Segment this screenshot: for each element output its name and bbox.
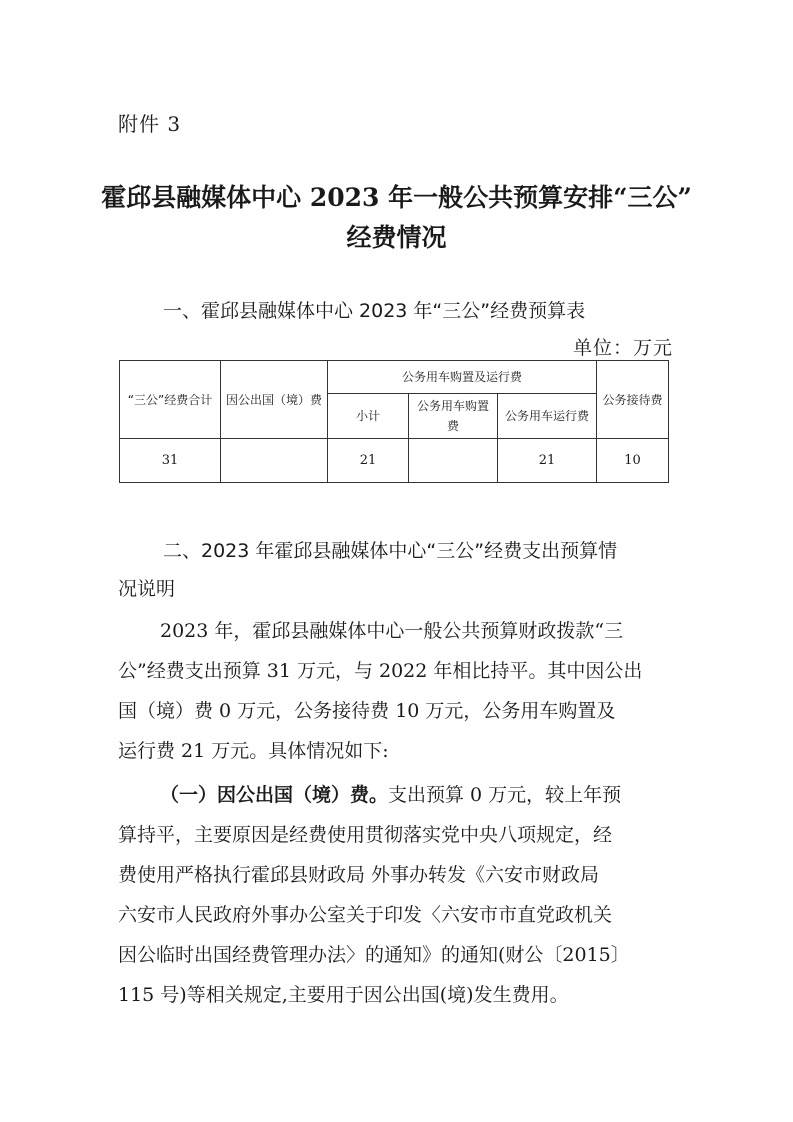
unit-label: 单位：万元 (572, 337, 673, 359)
document-title-line2: 经费情况 (346, 223, 447, 252)
summary-line: 公”经费支出预算 31 万元，与 2022 年相比持平。其中因公出 (118, 660, 643, 682)
section2-heading-line1: 二、2023 年霍邱县融媒体中心“三公”经费支出预算情 (163, 540, 618, 562)
header-operation: 公务用车运行费 (498, 394, 597, 439)
budget-table (119, 360, 669, 483)
section1-heading: 一、霍邱县融媒体中心 2023 年“三公”经费预算表 (163, 300, 586, 322)
cell-abroad (221, 439, 328, 483)
cell-total: 31 (120, 439, 221, 483)
cell-operation: 21 (498, 439, 597, 483)
summary-line: 2023 年，霍邱县融媒体中心一般公共预算财政拨款“三 (160, 620, 624, 642)
summary-line: 运行费 21 万元。具体情况如下: (118, 740, 389, 762)
document-title-line1: 霍邱县融媒体中心 2023 年一般公共预算安排“三公” (101, 183, 692, 212)
header-vehicle-group: 公务用车购置及运行费 (328, 361, 597, 394)
table-row (120, 439, 669, 483)
abroad-bold-lead: （一）因公出国（境）费。 (160, 784, 389, 806)
cell-subtotal: 21 (328, 439, 409, 483)
cell-reception: 10 (597, 439, 669, 483)
header-total: “三公”经费合计 (120, 361, 221, 439)
section2-heading-line2: 况说明 (118, 578, 176, 600)
header-reception: 公务接待费 (597, 361, 669, 439)
abroad-line: 115 号)等相关规定,主要用于因公出国(境)发生费用。 (118, 984, 569, 1006)
abroad-line: 因公临时出国经费管理办法〉的通知》的通知(财公〔2015〕 (118, 944, 630, 966)
summary-line: 国（境）费 0 万元，公务接待费 10 万元，公务用车购置及 (118, 700, 616, 722)
abroad-line: 算持平，主要原因是经费使用贯彻落实党中央八项规定，经 (118, 824, 613, 846)
cell-purchase (409, 439, 498, 483)
abroad-line (118, 775, 680, 815)
header-purchase: 公务用车购置费 (409, 394, 498, 439)
abroad-line: 费使用严格执行霍邱县财政局 外事办转发《六安市财政局 (118, 864, 600, 886)
attachment-label: 附件 3 (118, 112, 182, 136)
abroad-line: 六安市人民政府外事办公室关于印发〈六安市市直党政机关 (118, 904, 613, 926)
paragraph-summary (118, 611, 680, 771)
section2-heading (118, 532, 678, 608)
header-abroad: 因公出国（境）费 (221, 361, 328, 439)
header-subtotal: 小计 (328, 394, 409, 439)
paragraph-abroad-expense (118, 775, 680, 1015)
abroad-line-rest: 支出预算 0 万元，较上年预 (388, 784, 622, 806)
table-header-row (120, 361, 669, 394)
